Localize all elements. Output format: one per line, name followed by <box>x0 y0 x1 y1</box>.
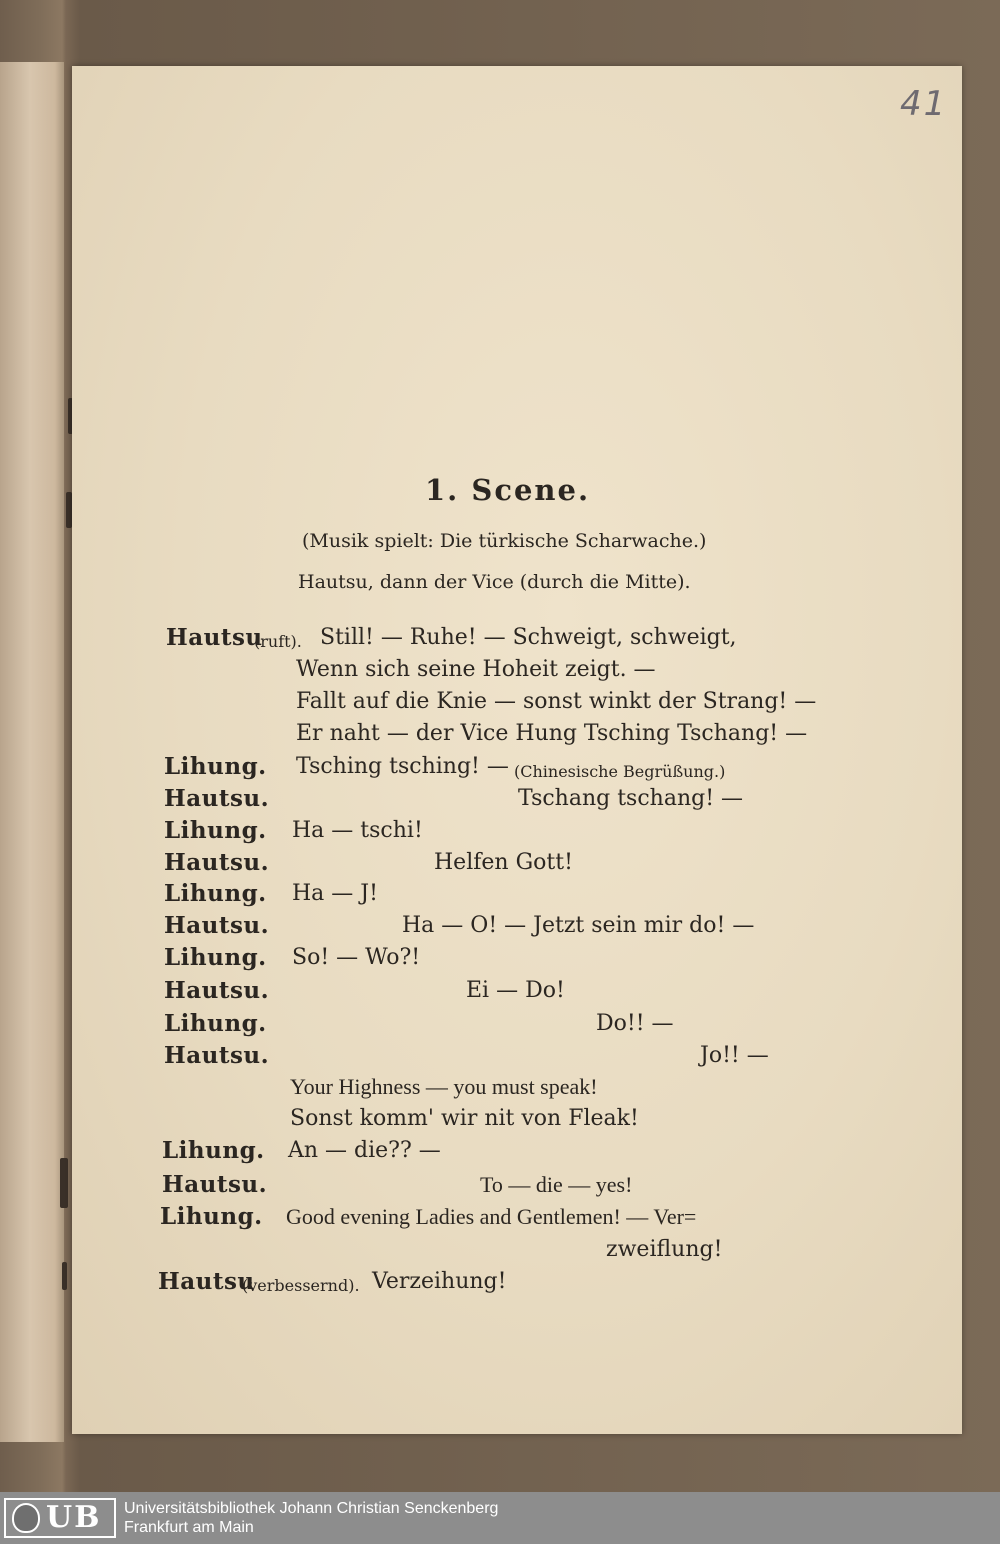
stage-direction-entrance: Hautsu, dann der Vice (durch die Mitte). <box>298 571 691 593</box>
speaker-lihung: Lihung. <box>164 944 267 971</box>
speaker-hautsu: Hautsu <box>166 624 263 651</box>
dialogue-line: Good evening Ladies and Gentlemen! — Ver= <box>286 1204 697 1229</box>
scene-title: 1. Scene. <box>425 473 591 507</box>
speaker-hautsu: Hautsu. <box>164 849 270 876</box>
stage-note: (verbessernd). <box>242 1276 360 1295</box>
binding-mark <box>62 1262 67 1290</box>
library-name: Universitätsbibliothek Johann Christian Senckenberg <box>124 1500 499 1517</box>
dialogue-line: Do!! — <box>596 1011 674 1036</box>
speaker-lihung: Lihung. <box>160 1203 263 1230</box>
speaker-hautsu: Hautsu. <box>164 912 270 939</box>
dialogue-line: Ha — tschi! <box>292 818 423 843</box>
dialogue-line: An — die?? — <box>288 1138 441 1163</box>
portrait-icon <box>12 1503 40 1533</box>
stage-direction-music: (Musik spielt: Die türkische Scharwache.) <box>302 530 707 552</box>
dialogue-line: Wenn sich seine Hoheit zeigt. — <box>296 657 656 682</box>
speaker-lihung: Lihung. <box>164 1010 267 1037</box>
speaker-lihung: Lihung. <box>164 880 267 907</box>
speaker-lihung: Lihung. <box>164 753 267 780</box>
binding-mark <box>60 1158 68 1208</box>
facing-page-edge <box>0 62 64 1442</box>
dialogue-line: Er naht — der Vice Hung Tsching Tschang! — <box>296 721 808 746</box>
handwritten-page-number: 41 <box>900 84 948 124</box>
dialogue-line: Ha — O! — Jetzt sein mir do! — <box>402 913 755 938</box>
dialogue-line: To — die — yes! <box>480 1172 633 1197</box>
dialogue-line: Tsching tsching! — <box>296 754 509 779</box>
speaker-hautsu: Hautsu. <box>164 785 270 812</box>
library-city: Frankfurt am Main <box>124 1519 254 1536</box>
speaker-hautsu: Hautsu. <box>164 1042 270 1069</box>
dialogue-line: Ha — J! <box>292 881 378 906</box>
speaker-hautsu: Hautsu. <box>162 1171 268 1198</box>
dialogue-line: Fallt auf die Knie — sonst winkt der Strang! — <box>296 689 817 714</box>
dialogue-line: Your Highness — you must speak! <box>290 1074 598 1099</box>
dialogue-line: Helfen Gott! <box>434 850 573 875</box>
dialogue-line: zweiflung! <box>606 1237 723 1262</box>
speaker-hautsu: Hautsu. <box>164 977 270 1004</box>
dialogue-line: Sonst komm' wir nit von Fleak! <box>290 1106 639 1131</box>
stage-note: (ruft). <box>254 632 302 651</box>
dialogue-line: Ei — Do! <box>466 978 565 1003</box>
logo-text: UB <box>46 1500 102 1535</box>
dialogue-line: Jo!! — <box>700 1043 769 1068</box>
stage-note: (Chinesische Begrüßung.) <box>514 762 726 781</box>
speaker-lihung: Lihung. <box>164 817 267 844</box>
dialogue-line: So! — Wo?! <box>292 945 421 970</box>
dialogue-line: Still! — Ruhe! — Schweigt, schweigt, <box>320 625 737 650</box>
dialogue-line: Verzeihung! <box>372 1269 507 1294</box>
dialogue-line: Tschang tschang! — <box>518 786 744 811</box>
speaker-lihung: Lihung. <box>162 1137 265 1164</box>
speaker-hautsu: Hautsu <box>158 1268 255 1295</box>
library-logo <box>4 1498 116 1538</box>
